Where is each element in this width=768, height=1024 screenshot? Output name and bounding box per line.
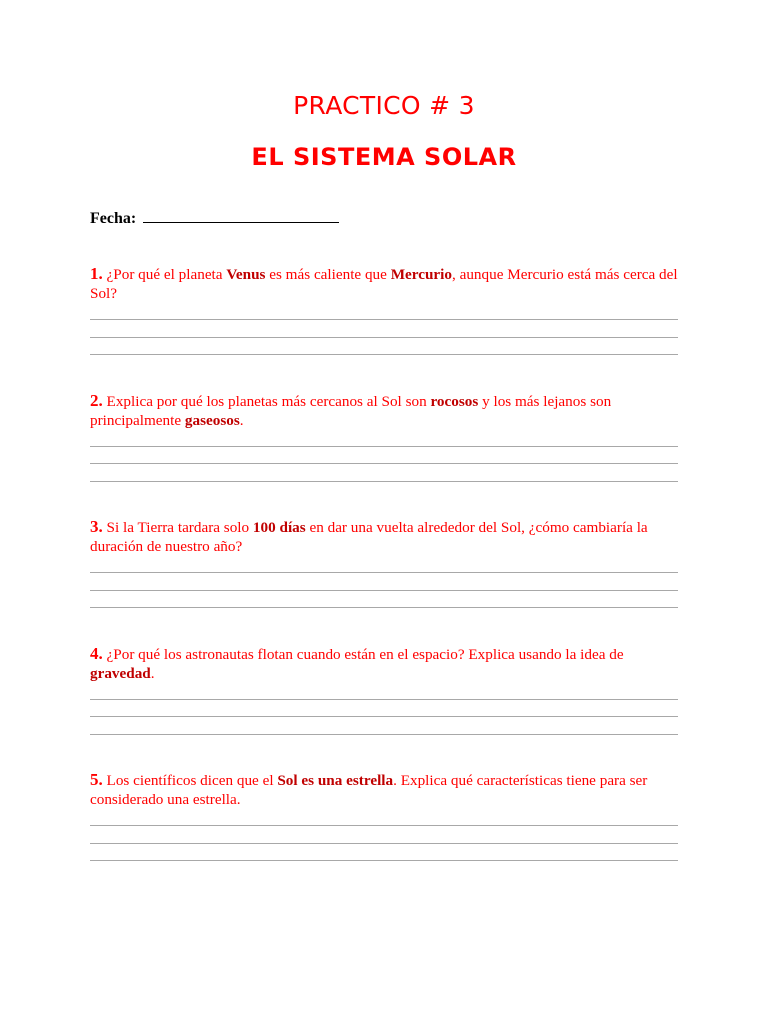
answer-line[interactable]	[90, 354, 678, 355]
question-text-segment: Los científicos dicen que el	[102, 772, 278, 789]
question-text-segment: Si la Tierra tardara solo	[102, 519, 253, 536]
answer-line[interactable]	[90, 572, 678, 573]
date-field	[90, 208, 339, 228]
question-keyword: gravedad	[90, 665, 151, 682]
question-number: 3.	[90, 517, 103, 536]
question-text-segment: ¿Por qué el planeta	[102, 266, 227, 283]
date-blank-line[interactable]	[143, 208, 339, 223]
question-number: 5.	[90, 770, 103, 789]
question-text-segment: ¿Por qué los astronautas flotan cuando están en el espacio? Explica usando la idea de	[102, 646, 624, 663]
answer-line[interactable]	[90, 337, 678, 338]
answer-line[interactable]	[90, 590, 678, 591]
question-text	[90, 770, 680, 809]
question-text-segment: es más caliente que	[265, 266, 391, 283]
answer-line[interactable]	[90, 825, 678, 826]
question-text-segment: , aunque Mercurio está más cerca del Sol?	[90, 266, 678, 302]
question-text	[90, 264, 680, 303]
question-keyword: Mercurio	[390, 266, 452, 283]
answer-line[interactable]	[90, 481, 678, 482]
page-subtitle: EL SISTEMA SOLAR	[251, 143, 517, 171]
answer-line[interactable]	[90, 446, 678, 447]
question-text-segment: .	[239, 412, 244, 429]
question-4	[90, 644, 680, 683]
date-label: Fecha:	[90, 210, 137, 227]
question-number: 2.	[90, 391, 103, 410]
question-3	[90, 517, 680, 556]
question-text-segment: Explica por qué los planetas más cercanos al Sol son	[102, 393, 431, 410]
question-number: 1.	[90, 264, 103, 283]
answer-line[interactable]	[90, 319, 678, 320]
question-text-segment: y los más lejanos son principalmente	[90, 393, 612, 429]
answer-line[interactable]	[90, 699, 678, 700]
answer-line[interactable]	[90, 734, 678, 735]
page-title: PRACTICO # 3	[293, 91, 475, 120]
answer-line[interactable]	[90, 463, 678, 464]
answer-line[interactable]	[90, 716, 678, 717]
question-keyword: Sol es una estrella	[277, 772, 394, 789]
question-text	[90, 391, 680, 430]
question-number: 4.	[90, 644, 103, 663]
question-2	[90, 391, 680, 430]
question-5	[90, 770, 680, 809]
question-text-segment: en dar una vuelta alrededor del Sol, ¿cómo cambiaría la duración de nuestro año?	[90, 519, 648, 555]
question-text	[90, 644, 680, 683]
question-keyword: 100 días	[252, 519, 306, 536]
answer-line[interactable]	[90, 607, 678, 608]
question-text-segment: . Explica qué características tiene para ser considerado una estrella.	[90, 772, 648, 808]
question-1	[90, 264, 680, 303]
answer-line[interactable]	[90, 843, 678, 844]
question-keyword: Venus	[226, 266, 266, 283]
answer-line[interactable]	[90, 860, 678, 861]
question-text-segment: .	[150, 665, 155, 682]
question-keyword: gaseosos	[184, 412, 240, 429]
question-keyword: rocosos	[430, 393, 479, 410]
question-text	[90, 517, 680, 556]
